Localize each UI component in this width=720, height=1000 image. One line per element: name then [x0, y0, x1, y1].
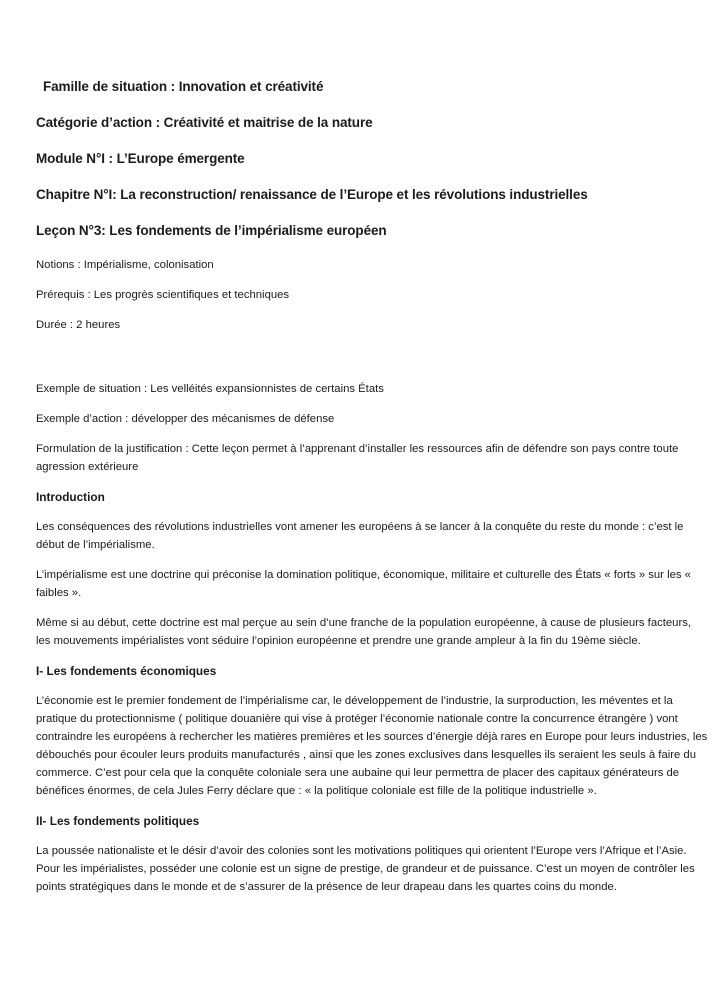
heading-categorie-action: Catégorie d’action : Créativité et maitrise de la nature: [36, 115, 373, 130]
paragraph-introduction-2: L’impérialisme est une doctrine qui préconise la domination politique, économique, militaire et culturelle des États « forts » sur les « faibles ».: [36, 569, 691, 599]
paragraph-fondements-economiques-1: L’économie est le premier fondement de l’impérialisme car, le développement de l’industrie, la surproduction, les méventes et la pratique du protectionnisme ( politique douanière qui vise à protéger l’économie nationale contre la concurrence étrangère ) vont contraindre les européens à rechercher les matières premières et les sources d’énergie déjà rares en Europe pour leurs industries, les débouchés pour écouler leurs produits manufacturés , ainsi que les zones exclusives dans lesquelles ils seraient les seuls à faire du commerce. C’est pour cela que la conquête coloniale sera une aubaine qui leur permettra de placer des capitaux générateurs de bénéfices énormes, de cela Jules Ferry déclare que : « la politique coloniale est fille de la politique industrielle ».: [36, 695, 708, 797]
paragraph-fondements-politiques-1: La poussée nationaliste et le désir d’avoir des colonies sont les motivations politiques qui orientent l’Europe vers l’Afrique et l’Asie. Pour les impérialistes, posséder une colonie est un signe de prestige, de grandeur et de puissance. C’est un moyen de contrôler les points stratégiques dans le monde et de s’assurer de la présence de leur drapeau dans les quartes coins du monde.: [36, 845, 695, 893]
formulation-justification: Formulation de la justification : Cette leçon permet à l’apprenant d’installer les ressources afin de défendre son pays contre toute agression extérieure: [36, 443, 679, 473]
meta-notions: Notions : Impérialisme, colonisation: [36, 259, 214, 271]
heading-module: Module N°I : L’Europe émergente: [36, 151, 245, 166]
meta-prerequis: Prérequis : Les progrès scientifiques et techniques: [36, 289, 290, 301]
paragraph-introduction-1: Les conséquences des révolutions industrielles vont amener les européens à se lancer à la conquête du reste du monde : c’est le début de l’impérialisme.: [36, 521, 684, 551]
heading-chapitre: Chapitre N°I: La reconstruction/ renaissance de l’Europe et les révolutions industrielles: [36, 187, 588, 202]
exemple-situation: Exemple de situation : Les velléités expansionnistes de certains États: [36, 383, 384, 395]
paragraph-introduction-3: Même si au début, cette doctrine est mal perçue au sein d’une franche de la population européenne, à cause de plusieurs facteurs, les mouvements impérialistes vont séduire l’opinion européenne et prendre une grande ampleur à la fin du 19ème siècle.: [36, 617, 692, 647]
section-title-fondements-economiques: I- Les fondements économiques: [36, 664, 217, 678]
heading-famille-de-situation: Famille de situation : Innovation et créativité: [43, 79, 324, 94]
section-title-introduction: Introduction: [36, 490, 105, 504]
exemple-action: Exemple d’action : développer des mécanismes de défense: [36, 413, 335, 425]
meta-duree: Durée : 2 heures: [36, 319, 121, 331]
heading-lecon: Leçon N°3: Les fondements de l’impérialisme européen: [36, 223, 387, 238]
section-title-fondements-politiques: II- Les fondements politiques: [36, 814, 200, 828]
